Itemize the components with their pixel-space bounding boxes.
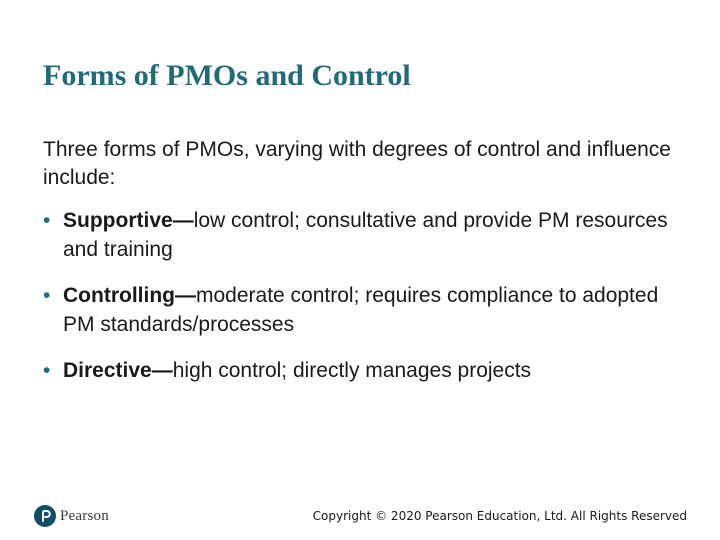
bullet-item-controlling <box>43 281 683 339</box>
pearson-logo-text: Pearson <box>60 507 109 524</box>
bullet-list <box>43 206 683 385</box>
bullet-text: moderate control; requires compliance to adopted PM standards/processes <box>63 284 659 336</box>
bullet-text: low control; consultative and provide PM resources and training <box>63 209 668 261</box>
intro-text: Three forms of PMOs, varying with degrees of control and influence include: <box>43 138 671 189</box>
bullet-marker: • <box>43 359 51 382</box>
bullet-text: high control; directly manages projects <box>172 359 532 382</box>
bullet-marker: • <box>43 284 51 307</box>
bullet-item-directive <box>43 356 683 385</box>
bullet-term: Controlling— <box>63 284 196 307</box>
pearson-logo-icon <box>34 505 56 527</box>
bullet-term: Directive— <box>63 359 173 382</box>
bullet-marker: • <box>43 209 51 232</box>
bullet-item-supportive <box>43 206 683 264</box>
slide-title: Forms of PMOs and Control <box>43 59 411 92</box>
pearson-logo <box>34 505 109 527</box>
bullet-term: Supportive— <box>63 209 194 232</box>
copyright-notice: Copyright © 2020 Pearson Education, Ltd. All Rights Reserved <box>312 509 687 523</box>
